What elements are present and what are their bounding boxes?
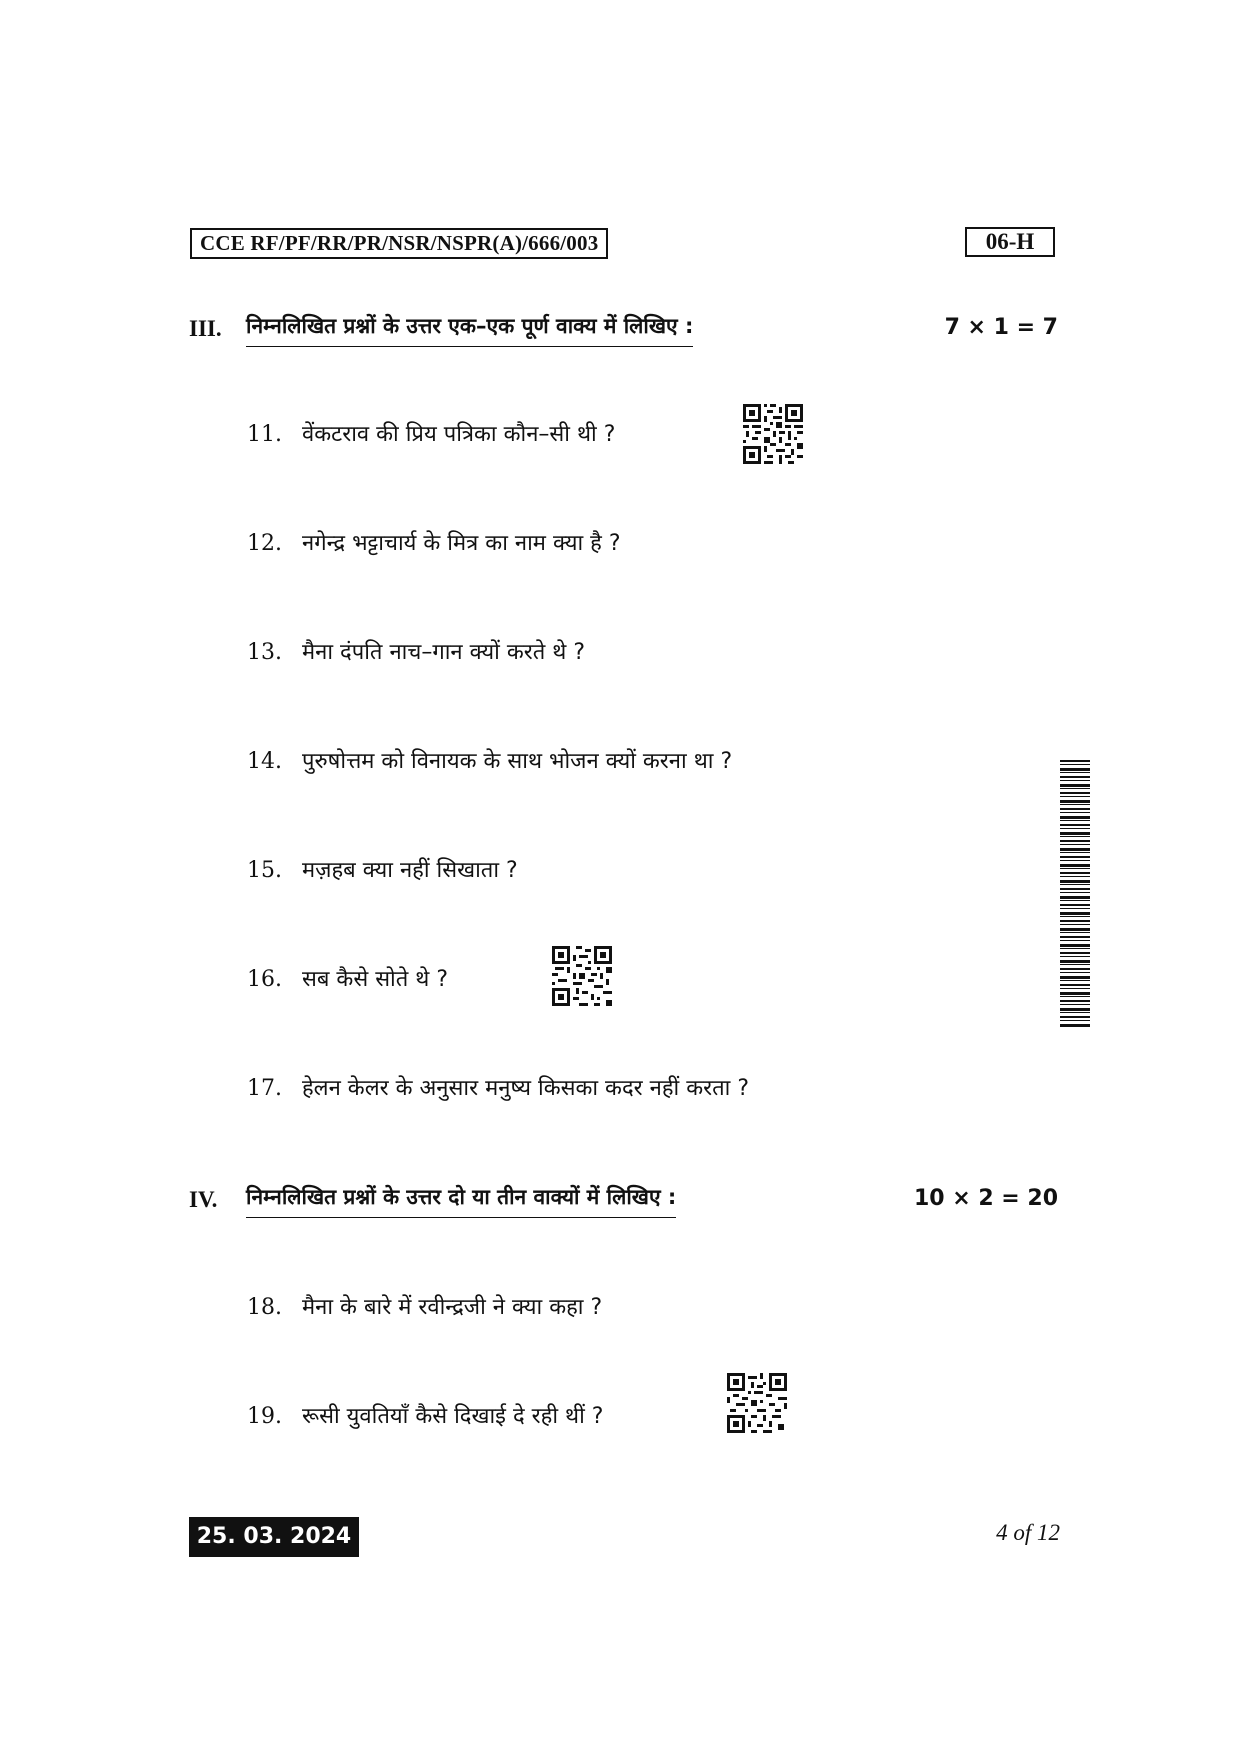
question-18 bbox=[247, 1293, 602, 1323]
section-title-iv: निम्नलिखित प्रश्नों के उत्तर दो या तीन वाक्यों में लिखिए : bbox=[246, 1183, 676, 1218]
qr-code-icon[interactable] bbox=[743, 404, 803, 464]
qr-code-icon[interactable] bbox=[552, 946, 612, 1006]
question-12 bbox=[247, 529, 621, 559]
question-text: मज़हब क्या नहीं सिखाता ? bbox=[302, 858, 518, 883]
question-number: 19. bbox=[247, 1404, 282, 1429]
question-14 bbox=[247, 747, 732, 777]
question-text: वेंकटराव की प्रिय पत्रिका कौन–सी थी ? bbox=[302, 422, 616, 447]
question-number: 11. bbox=[247, 422, 282, 447]
qr-code-icon[interactable] bbox=[727, 1373, 787, 1433]
exam-code-box: CCE RF/PF/RR/PR/NSR/NSPR(A)/666/003 bbox=[190, 228, 608, 259]
question-number: 14. bbox=[247, 749, 282, 774]
question-number: 17. bbox=[247, 1076, 282, 1101]
question-text: मैना के बारे में रवीन्द्रजी ने क्या कहा ? bbox=[302, 1295, 603, 1320]
question-number: 18. bbox=[247, 1295, 282, 1320]
question-text: नगेन्द्र भट्टाचार्य के मित्र का नाम क्या है ? bbox=[302, 531, 621, 556]
section-number-iii: III. bbox=[189, 316, 222, 341]
question-number: 13. bbox=[247, 640, 282, 665]
barcode bbox=[1060, 760, 1090, 1028]
page-number: 4 of 12 bbox=[996, 1520, 1060, 1545]
exam-date: 25. 03. 2024 bbox=[189, 1517, 359, 1557]
question-11 bbox=[247, 420, 615, 450]
question-number: 15. bbox=[247, 858, 282, 883]
section-marks-iii: 7 × 1 = 7 bbox=[944, 315, 1058, 340]
question-16 bbox=[247, 965, 448, 995]
question-15 bbox=[247, 856, 518, 886]
section-marks-iv: 10 × 2 = 20 bbox=[913, 1186, 1058, 1211]
question-text: हेलन केलर के अनुसार मनुष्य किसका कदर नहीं करता ? bbox=[302, 1076, 750, 1101]
question-13 bbox=[247, 638, 585, 668]
question-17 bbox=[247, 1074, 749, 1104]
section-number-iv: IV. bbox=[189, 1187, 218, 1212]
question-number: 16. bbox=[247, 967, 282, 992]
question-text: पुरुषोत्तम को विनायक के साथ भोजन क्यों करना था ? bbox=[302, 749, 733, 774]
question-19 bbox=[247, 1402, 603, 1432]
question-number: 12. bbox=[247, 531, 282, 556]
question-text: सब कैसे सोते थे ? bbox=[302, 967, 449, 992]
section-title-iii: निम्नलिखित प्रश्नों के उत्तर एक–एक पूर्ण वाक्य में लिखिए : bbox=[246, 312, 693, 347]
question-text: रूसी युवतियाँ कैसे दिखाई दे रही थीं ? bbox=[302, 1404, 604, 1429]
question-text: मैना दंपति नाच–गान क्यों करते थे ? bbox=[302, 640, 586, 665]
paper-code-box: 06-H bbox=[965, 227, 1055, 257]
